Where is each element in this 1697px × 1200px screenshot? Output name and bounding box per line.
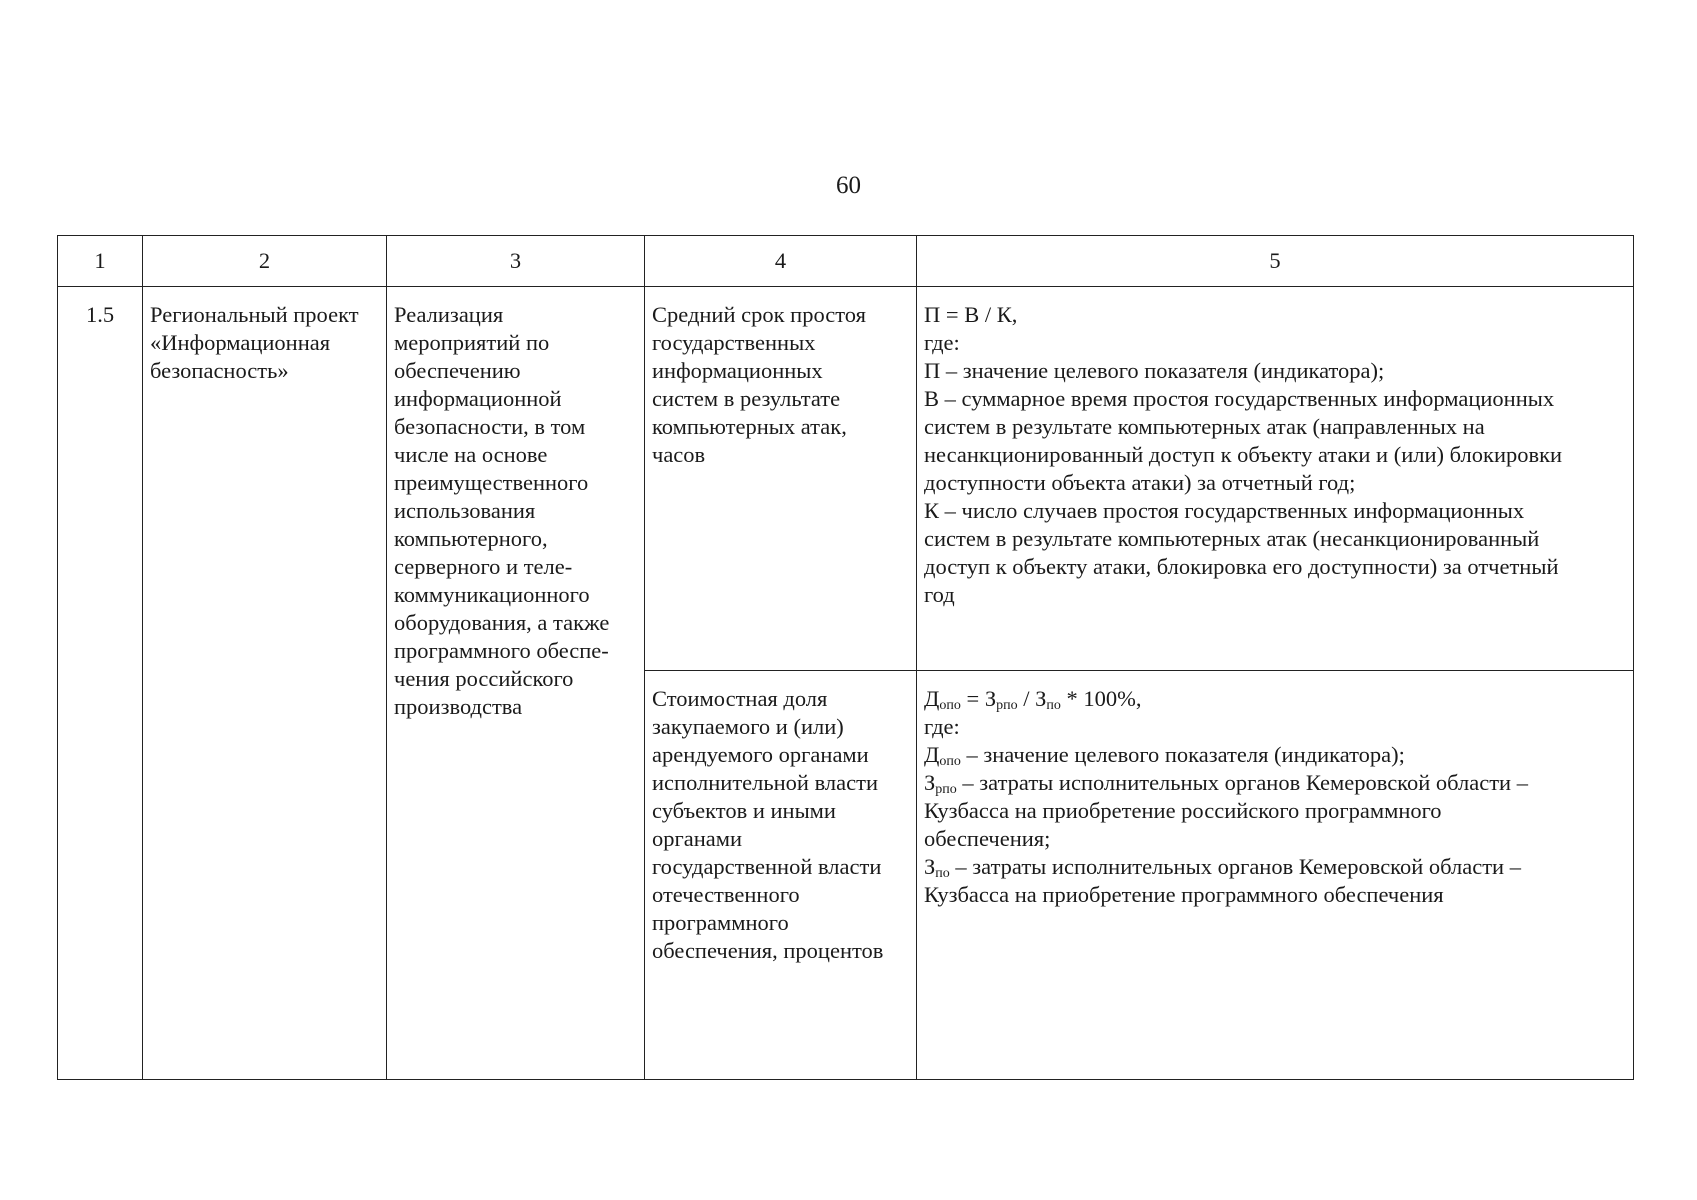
formula-symbol: З: [984, 686, 997, 711]
definition-text: – затраты исполнительных органов Кемеровской области –: [956, 770, 1528, 795]
project-name-line: Региональный проект: [150, 302, 359, 327]
event-description-line: мероприятий по: [394, 330, 550, 355]
column-header-4: 4: [645, 236, 917, 287]
indicator-name-line: государственной власти: [652, 854, 882, 879]
formula-definition: систем в результате компьютерных атак (несанкционированный: [924, 526, 1540, 551]
row-number: 1.5: [58, 287, 143, 1080]
indicator-name-line: информационных: [652, 358, 823, 383]
column-header-5: 5: [917, 236, 1634, 287]
formula-cell: [917, 671, 1634, 1080]
formula-subscript: опо: [939, 754, 961, 769]
indicator-name-line: часов: [652, 442, 706, 467]
indicator-name-line: государственных: [652, 330, 816, 355]
formula-subscript: по: [1046, 698, 1061, 713]
formula-definition: доступности объекта атаки) за отчетный год;: [924, 470, 1356, 495]
formula-symbol: Д: [924, 686, 940, 711]
column-header-3: 3: [387, 236, 645, 287]
indicator-name-line: исполнительной власти: [652, 770, 878, 795]
event-description-line: безопасности, в том: [394, 414, 586, 439]
formula-definition: П – значение целевого показателя (индикатора);: [924, 358, 1385, 383]
table-header-row: [58, 236, 1634, 287]
indicator-name-line: компьютерных атак,: [652, 414, 847, 439]
indicators-table: [57, 235, 1634, 1080]
formula-operator: =: [960, 686, 985, 711]
formula-definition: [924, 769, 1626, 797]
event-description-line: чения российского: [394, 666, 574, 691]
column-header-1: 1: [58, 236, 143, 287]
column-header-2: 2: [143, 236, 387, 287]
indicator-name-line: систем в результате: [652, 386, 841, 411]
event-description-line: компьютерного,: [394, 526, 548, 551]
formula-where: где:: [924, 714, 960, 739]
formula-subscript: рпо: [935, 782, 957, 797]
event-description-line: обеспечению: [394, 358, 521, 383]
indicator-name-cell: [645, 287, 917, 671]
formula-definition: Кузбасса на приобретение программного обеспечения: [924, 882, 1444, 907]
formula-definition: доступ к объекту атаки, блокировка его доступности) за отчетный: [924, 554, 1559, 579]
indicator-name-line: закупаемого и (или): [652, 714, 844, 739]
table-row: [58, 287, 1634, 671]
indicator-name-line: отечественного: [652, 882, 800, 907]
formula-operator: /: [1017, 686, 1036, 711]
event-description-cell: [387, 287, 645, 1080]
event-description-line: числе на основе: [394, 442, 548, 467]
formula-subscript: по: [935, 866, 950, 881]
event-description-line: оборудования, а также: [394, 610, 610, 635]
event-description-line: использования: [394, 498, 536, 523]
project-name-line: «Информационная: [150, 330, 331, 355]
event-description-line: преимущественного: [394, 470, 589, 495]
event-description-line: производства: [394, 694, 523, 719]
formula-tail: * 100%,: [1060, 686, 1142, 711]
formula-definition: Кузбасса на приобретение российского программного: [924, 798, 1442, 823]
project-name-line: безопасность»: [150, 358, 289, 383]
formula-subscript: рпо: [996, 698, 1018, 713]
indicator-name-line: программного: [652, 910, 789, 935]
indicator-name-line: Средний срок простоя: [652, 302, 866, 327]
event-description-line: Реализация: [394, 302, 504, 327]
formula-definition: год: [924, 582, 955, 607]
indicator-name-line: Стоимостная доля: [652, 686, 828, 711]
definition-text: – значение целевого показателя (индикатора);: [960, 742, 1405, 767]
formula-definition: [924, 853, 1626, 881]
formula-subscript: опо: [939, 698, 961, 713]
formula-definition: несанкционированный доступ к объекту атаки и (или) блокировки: [924, 442, 1563, 467]
indicator-name-line: субъектов и иными: [652, 798, 836, 823]
formula-line: [924, 685, 1626, 713]
event-description-line: серверного и теле-: [394, 554, 573, 579]
formula-cell: [917, 287, 1634, 671]
formula-definition: систем в результате компьютерных атак (направленных на: [924, 414, 1485, 439]
definition-text: – затраты исполнительных органов Кемеровской области –: [949, 854, 1521, 879]
project-name-cell: [143, 287, 387, 1080]
event-description-line: коммуникационного: [394, 582, 590, 607]
formula-line: П = В / К,: [924, 302, 1018, 327]
event-description-line: информационной: [394, 386, 562, 411]
indicator-name-line: органами: [652, 826, 743, 851]
formula-definition: В – суммарное время простоя государственных информационных: [924, 386, 1555, 411]
formula-definition: [924, 741, 1626, 769]
formula-where: где:: [924, 330, 960, 355]
page-number: 60: [836, 172, 861, 199]
formula-definition: К – число случаев простоя государственных информационных: [924, 498, 1525, 523]
formula-symbol: З: [1035, 686, 1047, 711]
formula-definition: обеспечения;: [924, 826, 1051, 851]
indicator-name-cell: [645, 671, 917, 1080]
formula-symbol: Д: [924, 742, 940, 767]
formula-symbol: З: [924, 770, 936, 795]
indicator-name-line: обеспечения, процентов: [652, 938, 884, 963]
event-description-line: программного обеспе-: [394, 638, 609, 663]
indicator-name-line: арендуемого органами: [652, 742, 869, 767]
formula-symbol: З: [924, 854, 936, 879]
